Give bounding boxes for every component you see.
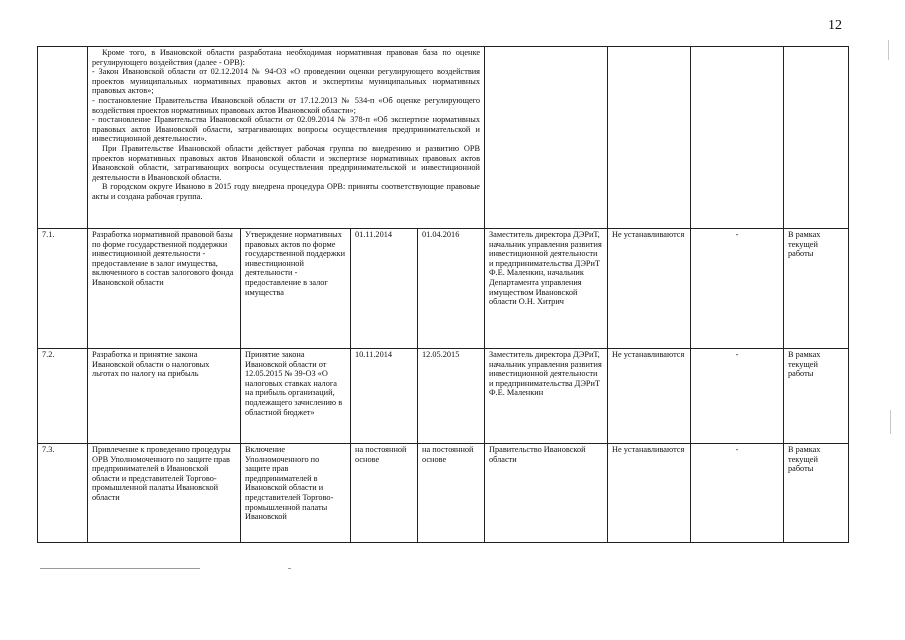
cell-empty [691, 47, 784, 229]
indicator-cell: - [691, 444, 784, 543]
result-text: Включение Уполномоченного по защите прав предпринимателей в Ивановской области и представителей Торгово-промышленной палаты Ивановской [245, 445, 334, 522]
start-date-cell: 01.11.2014 [351, 229, 418, 349]
measures-table [37, 46, 849, 543]
funding-cell: В рамках текущей работы [784, 349, 849, 444]
indicator-cell: - [691, 349, 784, 444]
row-number: 7.1. [38, 229, 88, 349]
intro-paragraph: При Правительстве Ивановской области действует рабочая группа по внедрению и развитию ОРВ проектов нормативных правовых актов Ивановской области и экспертизе нормативных правовых актов Ивановской области, затрагивающих вопросы осуществления предпринимательской и инвестиционной деятельности в Ивановской области. [92, 143, 480, 182]
cell-empty [38, 47, 88, 229]
scan-artifact-mark [888, 40, 889, 60]
end-date-cell: 01.04.2016 [418, 229, 485, 349]
result-cell: Принятие закона Ивановской области от 12.05.2015 № 39-ОЗ «О налоговых ставках налога на прибыль организаций, подлежащего зачислению в областной бюджет» [241, 349, 351, 444]
start-date-cell: 10.11.2014 [351, 349, 418, 444]
resources-cell: Не устанавливаются [608, 229, 691, 349]
intro-paragraph: - Закон Ивановской области от 02.12.2014 № 94-ОЗ «О проведении оценки регулирующего воздействия проектов муниципальных нормативных правовых актов и экспертизы муниципальных нормативных правовых актов»; [92, 67, 480, 96]
intro-text-cell [88, 47, 485, 229]
funding-cell: В рамках текущей работы [784, 229, 849, 349]
cell-empty [608, 47, 691, 229]
page-number: 12 [828, 18, 842, 33]
intro-paragraph: В городском округе Иваново в 2015 году внедрена процедура ОРВ: приняты соответствующие правовые акты и создана рабочая группа. [92, 182, 480, 201]
cell-empty [485, 47, 608, 229]
activity-cell: Разработка нормативной правовой базы по форме государственной поддержки инвестиционной деятельности - предоставление в залог имущества, включенного в состав залогового фонда Ивановской области [88, 229, 241, 349]
intro-paragraph: - постановление Правительства Ивановской области от 02.09.2014 № 378-п «Об экспертизе нормативных правовых актов Ивановской области, затрагивающих вопросы осуществления предпринимательской и инвестиционной деятельности». [92, 115, 480, 144]
responsible-cell: Заместитель директора ДЭРиТ, начальник управления развития инвестиционной деятельности и предпринимательства ДЭРиТ Ф.Е. Маленкин, начальник Департамента управления имуществом Ивановской области О.Н. Хитрич [485, 229, 608, 349]
scan-artifact-dot [288, 568, 291, 569]
intro-paragraph: Кроме того, в Ивановской области разработана необходимая нормативная правовая база по оценке регулирующего воздействия (далее - ОРВ): [92, 48, 480, 67]
responsible-cell: Заместитель директора ДЭРиТ, начальник управления развития инвестиционной деятельности и предпринимательства ДЭРиТ Ф.Е. Маленкин [485, 349, 608, 444]
table-row [38, 444, 849, 543]
cell-empty [784, 47, 849, 229]
scan-artifact-line [40, 568, 200, 569]
row-number: 7.2. [38, 349, 88, 444]
resources-cell: Не устанавливаются [608, 444, 691, 543]
scan-artifact-mark [890, 410, 891, 434]
funding-cell: В рамках текущей работы [784, 444, 849, 543]
result-cell: Утверждение нормативных правовых актов по форме государственной поддержки инвестиционной деятельности - предоставление в залог имущества [241, 229, 351, 349]
resources-cell: Не устанавливаются [608, 349, 691, 444]
table-row [38, 349, 849, 444]
result-cell [241, 444, 351, 543]
indicator-cell: - [691, 229, 784, 349]
start-date-cell: на постоянной основе [351, 444, 418, 543]
activity-cell: Привлечение к проведению процедуры ОРВ Уполномоченного по защите прав предпринимателей в Ивановской области и представителей Торгово-промышленной палаты Ивановской области [88, 444, 241, 543]
row-number: 7.3. [38, 444, 88, 543]
activity-cell: Разработка и принятие закона Ивановской области о налоговых льготах по налогу на прибыль [88, 349, 241, 444]
table-row [38, 229, 849, 349]
end-date-cell: 12.05.2015 [418, 349, 485, 444]
responsible-cell: Правительство Ивановской области [485, 444, 608, 543]
intro-paragraph: - постановление Правительства Ивановской области от 17.12.2013 № 534-п «Об оценке регулирующего воздействия проектов нормативных правовых актов Ивановской области»; [92, 95, 480, 115]
table-row-intro [38, 47, 849, 229]
end-date-cell: на постоянной основе [418, 444, 485, 543]
